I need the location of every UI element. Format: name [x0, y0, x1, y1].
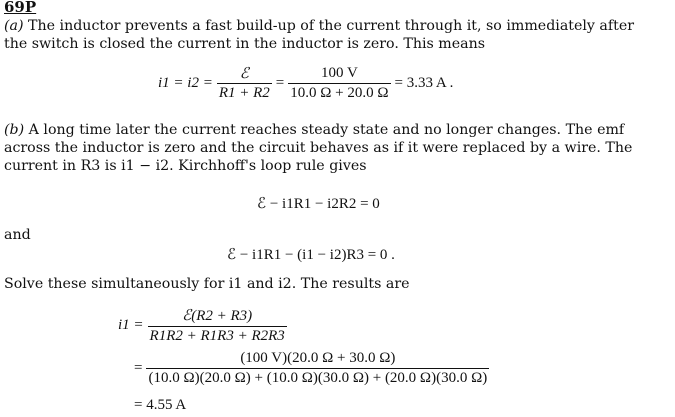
eq-a-frac2-num: 100 V: [320, 64, 358, 81]
part-b-line-2: across the inductor is zero and the circuit behaves as if it were replaced by a wire. The: [4, 140, 633, 156]
solution-line-2: [134, 350, 493, 387]
part-b-line-3: current in R3 is i1 − i2. Kirchhoff's loop rule gives: [4, 158, 367, 174]
part-a-equation: [158, 64, 453, 102]
and-word: and: [4, 227, 31, 243]
sol-fraction-1: [148, 306, 287, 345]
problem-number: 69P: [4, 0, 37, 16]
part-b-text-1: A long time later the current reaches steady state and no longer changes. The emf: [28, 122, 625, 138]
eq-a-result: = 3.33 A .: [394, 74, 454, 91]
part-a-text-1: The inductor prevents a fast build-up of the current through it, so immediately after: [28, 18, 635, 34]
sol-lhs: i1 =: [118, 317, 144, 333]
sol-eq-sign: =: [134, 360, 143, 376]
eq-a-frac1-den: R1 + R2: [218, 85, 270, 101]
solve-line: Solve these simultaneously for i1 and i2. The results are: [4, 276, 410, 292]
eq-a-fraction-2: [288, 65, 390, 102]
sol-frac1-den: R1R2 + R1R3 + R2R3: [149, 328, 285, 344]
part-a-line-1: [4, 18, 634, 35]
eq-a-frac1-num: ℰ: [239, 64, 249, 82]
part-a-line-2: the switch is closed the current in the inductor is zero. This means: [4, 36, 486, 52]
eq-a-frac2-den: 10.0 Ω + 20.0 Ω: [290, 84, 389, 101]
eq-a-equals: =: [275, 74, 285, 91]
part-b-label: (b): [4, 122, 25, 138]
sol-frac1-num: ℰ(R2 + R3): [182, 308, 253, 324]
loop-equation-2: ℰ − i1R1 − (i1 − i2)R3 = 0 .: [227, 247, 395, 263]
sol-frac2-num: (100 V)(20.0 Ω + 30.0 Ω): [240, 350, 396, 366]
solution-line-1: [118, 306, 291, 345]
part-b-line-1: [4, 122, 624, 139]
part-a-label: (a): [4, 18, 24, 34]
eq-a-fraction-1: [217, 64, 272, 102]
solution-result: = 4.55 A: [134, 397, 187, 413]
eq-a-lhs: i1 = i2 =: [158, 74, 213, 91]
sol-frac2-den: (10.0 Ω)(20.0 Ω) + (10.0 Ω)(30.0 Ω) + (20.0 Ω)(30.0 Ω): [148, 370, 488, 386]
loop-equation-1: ℰ − i1R1 − i2R2 = 0: [257, 196, 380, 212]
sol-fraction-2: [146, 350, 489, 387]
